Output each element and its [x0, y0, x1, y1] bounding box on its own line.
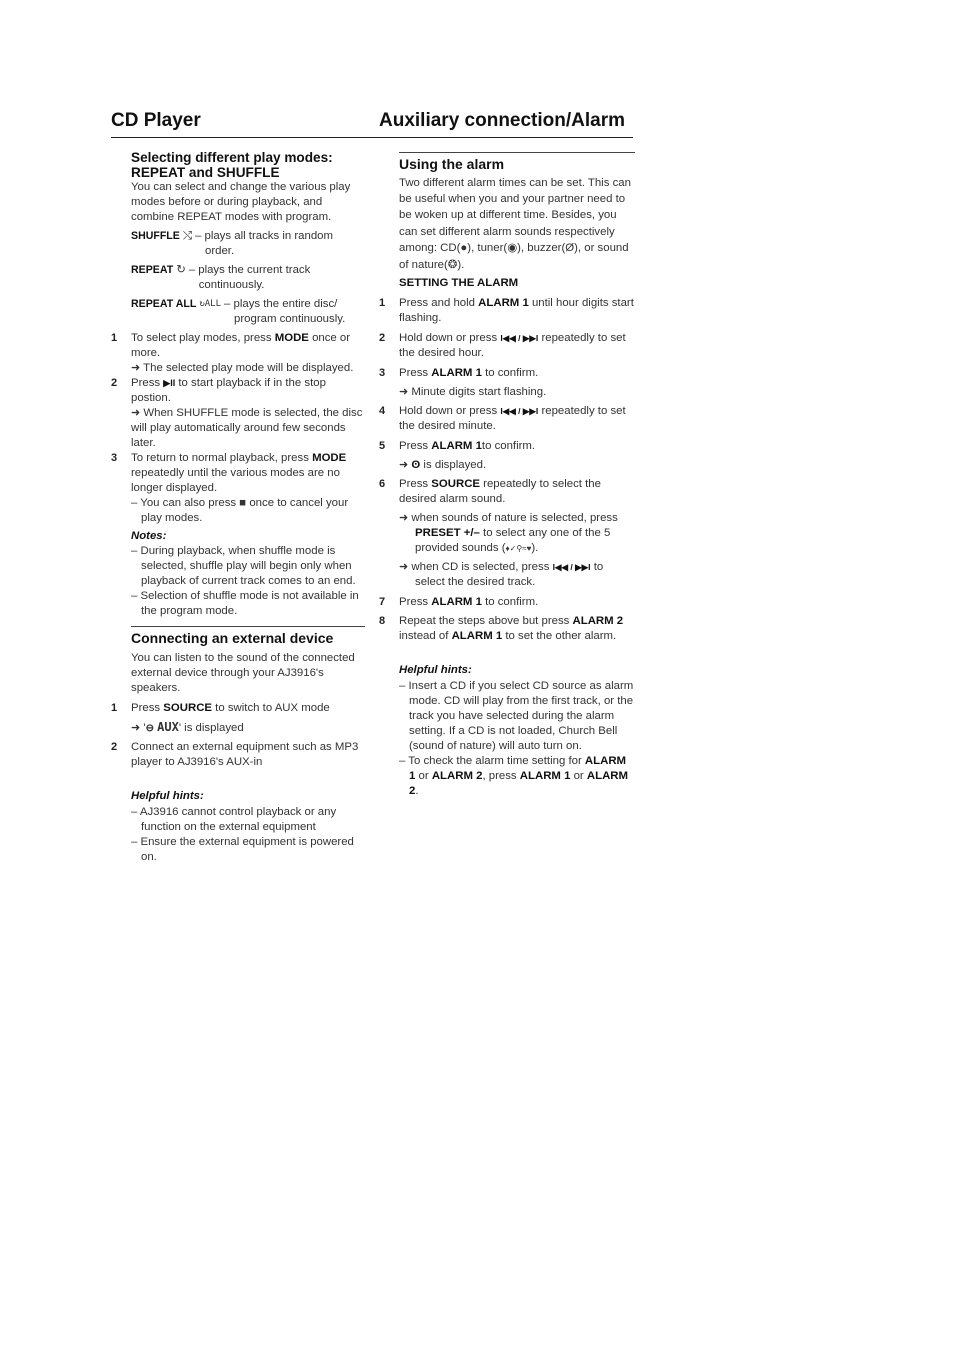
step-text: repeatedly to select the desired alarm sound.	[399, 477, 601, 505]
step-3-subnote	[131, 496, 365, 526]
step-6-result-nature	[399, 511, 635, 556]
alarm2-button-ref: ALARM 2	[409, 769, 629, 797]
step-text: Press	[399, 477, 432, 490]
step-result: ).	[531, 541, 539, 554]
hint-text: or	[570, 769, 587, 782]
term-repeat-all-label: REPEAT ALL	[131, 298, 197, 310]
alarm-step-7	[379, 595, 635, 610]
alarm1-button-ref: ALARM 1	[431, 366, 482, 379]
step-text: instead of	[399, 629, 452, 642]
alarm-step-2	[379, 331, 635, 361]
step-text: to confirm.	[481, 595, 539, 608]
alarm-step-5	[379, 439, 635, 473]
mode-button-ref: MODE	[274, 332, 309, 344]
source-button-ref: SOURCE	[431, 477, 481, 490]
alarm1-button-ref: ALARM 1	[431, 595, 482, 608]
step-text: to set the other alarm.	[502, 629, 617, 642]
arrow-right-icon: ➜	[399, 511, 409, 524]
preset-button-ref: PRESET +/–	[415, 526, 480, 539]
step-result: is displayed.	[420, 458, 487, 471]
term-shuffle	[131, 229, 365, 259]
step-result: to select the desired track.	[415, 560, 604, 588]
term-shuffle-label: SHUFFLE	[131, 230, 180, 242]
repeat-icon: ↻	[176, 264, 186, 276]
term-repeat-all-text: – plays the entire disc/ program continuously.	[224, 298, 346, 325]
step-result: ' is displayed	[178, 721, 244, 734]
shuffle-icon: ⤭	[182, 230, 192, 242]
section-divider	[131, 626, 365, 627]
prev-next-icon: I◀◀ / ▶▶I	[500, 332, 539, 343]
hint-text: – To check the alarm time setting for	[399, 754, 585, 767]
step-text: Press and hold	[399, 296, 479, 309]
step-result: to select any one of the 5 provided sounds (	[415, 526, 611, 554]
step-text: Connect an external equipment such as MP3 player to AJ3916's AUX-in	[131, 740, 359, 768]
alarm2-button-ref: ALARM 2	[572, 614, 624, 627]
hint-item: – AJ3916 cannot control playback or any function on the external equipment	[131, 805, 337, 833]
hint-text: or	[415, 769, 432, 782]
step-result: when sounds of nature is selected, press	[408, 511, 618, 524]
play-modes-title	[131, 151, 365, 180]
prev-next-icon: I◀◀ / ▶▶I	[552, 561, 591, 572]
play-step-3	[111, 451, 365, 526]
step-number: 3	[111, 452, 118, 464]
alarm2-button-ref: ALARM 2	[431, 769, 483, 782]
play-step-2	[111, 376, 365, 451]
alarm1-button-ref: ALARM 1	[409, 754, 627, 782]
intro-text: Two different alarm times can be set. This can be useful when you and your partner need to be woken up at different time. Besides, you can set different alarm sounds respectively among: CD(	[399, 176, 631, 255]
alarm-title: Using the alarm	[399, 156, 505, 172]
step-text: Press	[131, 701, 164, 714]
step-number: 5	[379, 439, 386, 452]
step-number: 3	[379, 366, 386, 379]
step-number: 2	[111, 740, 118, 753]
step-text: to start playback if in the stop postion.	[131, 377, 326, 404]
intro-text: ), tuner(	[467, 242, 508, 255]
step-text: repeatedly to set the desired hour.	[399, 331, 626, 359]
arrow-right-icon: ➜	[399, 385, 409, 398]
tuner-source-icon: ◉	[507, 242, 518, 255]
right-column	[379, 152, 635, 799]
step-text: Hold down or press	[399, 404, 501, 417]
step-text: Hold down or press	[399, 331, 501, 344]
step-text: once or more.	[131, 332, 351, 359]
step-text: to confirm.	[481, 366, 539, 379]
nature-sounds-icon: ♦✓⚲≈♥	[505, 543, 532, 553]
subnote-text: once to cancel your play modes.	[141, 497, 349, 524]
external-step-1	[111, 701, 365, 736]
step-text: until hour digits start flashing.	[399, 296, 634, 324]
repeat-all-icon: ↻ALL	[199, 299, 222, 309]
play-modes-title-line1: Selecting different play modes:	[131, 150, 333, 165]
alarm1-button-ref: ALARM 1	[519, 769, 571, 782]
arrow-right-icon: ➜	[399, 458, 409, 471]
step-result: Minute digits start flashing.	[408, 385, 547, 398]
intro-text: ), buzzer(	[517, 242, 566, 255]
note-item: – Selection of shuffle mode is not available in the program mode.	[131, 590, 359, 617]
step-text: Press	[399, 366, 432, 379]
section-divider	[399, 152, 635, 153]
stop-icon: ■	[239, 497, 247, 509]
hint-item: – Insert a CD if you select CD source as alarm mode. CD will play from the first track, or the track you have selected during the alarm setting. If a CD is not loaded, Church Bell (sound of nature) will auto turn on.	[399, 679, 634, 752]
external-device-title: Connecting an external device	[131, 630, 334, 646]
step-result: When SHUFFLE mode is selected, the disc will play automatically around few seconds later.	[131, 407, 363, 449]
step-number: 1	[111, 701, 118, 714]
step-number: 4	[379, 404, 386, 417]
hint-item: – Ensure the external equipment is powered on.	[131, 835, 354, 863]
alarm-intro	[399, 175, 635, 273]
step-text: Press	[399, 439, 432, 452]
term-repeat-text: – plays the current track continuously.	[188, 264, 311, 291]
external-step-2	[111, 740, 365, 770]
step-result: when CD is selected, press	[408, 560, 553, 573]
alarm1-button-ref: ALARM 1	[451, 629, 503, 642]
alarm-step-3	[379, 366, 635, 400]
term-repeat-all	[131, 297, 365, 327]
hint-text: , press	[482, 769, 520, 782]
step-text: Press	[399, 595, 432, 608]
play-step-1	[111, 331, 365, 376]
step-number: 1	[379, 296, 386, 309]
play-pause-icon: ▶II	[163, 378, 176, 388]
setting-alarm-title: SETTING THE ALARM	[399, 276, 519, 289]
step-text: to switch to AUX mode	[212, 701, 330, 714]
notes-title: Notes:	[131, 530, 167, 542]
play-modes-intro: You can select and change the various play modes before or during playback, and combine REPEAT modes with program.	[131, 181, 351, 223]
alarm-bell-icon: ʘ	[411, 458, 421, 471]
arrow-right-icon: ➜	[131, 721, 141, 734]
mode-button-ref: MODE	[312, 452, 347, 464]
step-text: Press	[131, 377, 164, 389]
alarm-step-8	[379, 614, 635, 644]
subnote-text: – You can also press	[131, 497, 240, 509]
step-text: repeatedly until the various modes are no longer displayed.	[131, 467, 340, 494]
arrow-right-icon: ➜	[399, 560, 409, 573]
play-modes-title-line2: REPEAT and SHUFFLE	[131, 164, 280, 180]
page-title-cd-player: CD Player	[111, 110, 201, 131]
buzzer-source-icon: Ø	[565, 242, 575, 255]
step-number: 1	[111, 332, 118, 344]
alarm1-button-ref: ALARM 1	[431, 439, 482, 452]
term-shuffle-text: – plays all tracks in random order.	[194, 230, 333, 257]
step-number: 8	[379, 614, 386, 627]
step-result: '	[143, 721, 146, 734]
hint-item	[399, 754, 635, 799]
step-6-result-cd	[399, 560, 635, 590]
intro-text: ).	[457, 258, 465, 271]
nature-source-icon: ❂	[447, 258, 458, 271]
header-divider	[111, 137, 633, 138]
aux-display-text: AUX	[157, 719, 179, 734]
prev-next-icon: I◀◀ / ▶▶I	[500, 405, 539, 416]
cd-source-icon: ●	[460, 242, 468, 255]
step-text: Repeat the steps above but press	[399, 614, 573, 627]
source-button-ref: SOURCE	[163, 701, 213, 714]
alarm-step-6	[379, 477, 635, 590]
step-text: repeatedly to set the desired minute.	[399, 404, 626, 432]
note-item: – During playback, when shuffle mode is selected, shuffle play will begin only when playback of current track comes to an end.	[131, 545, 356, 587]
external-intro: You can listen to the sound of the connected external device through your AJ3916's speakers.	[131, 651, 355, 694]
step-number: 7	[379, 595, 386, 608]
alarm-step-1	[379, 296, 635, 326]
aux-mode-icon: ⊖	[145, 722, 154, 734]
step-number: 2	[379, 331, 386, 344]
term-repeat-label: REPEAT	[131, 264, 174, 276]
term-repeat	[131, 263, 365, 293]
step-text: To select play modes, press	[131, 332, 275, 344]
page-title-aux-alarm: Auxiliary connection/Alarm	[379, 110, 626, 131]
step-result: The selected play mode will be displayed.	[140, 362, 354, 374]
step-number: 2	[111, 377, 118, 389]
alarm-hints-title: Helpful hints:	[399, 663, 472, 676]
arrow-right-icon: ➜	[131, 407, 141, 419]
hint-text: .	[415, 784, 419, 797]
step-text: To return to normal playback, press	[131, 452, 313, 464]
step-number: 6	[379, 477, 386, 490]
left-column	[111, 151, 365, 865]
alarm-step-4	[379, 404, 635, 434]
external-hints-title: Helpful hints:	[131, 789, 204, 802]
intro-text: ), or sound of nature(	[399, 242, 629, 271]
alarm1-button-ref: ALARM 1	[478, 296, 529, 309]
arrow-right-icon: ➜	[131, 362, 141, 374]
step-text: to confirm.	[481, 439, 536, 452]
